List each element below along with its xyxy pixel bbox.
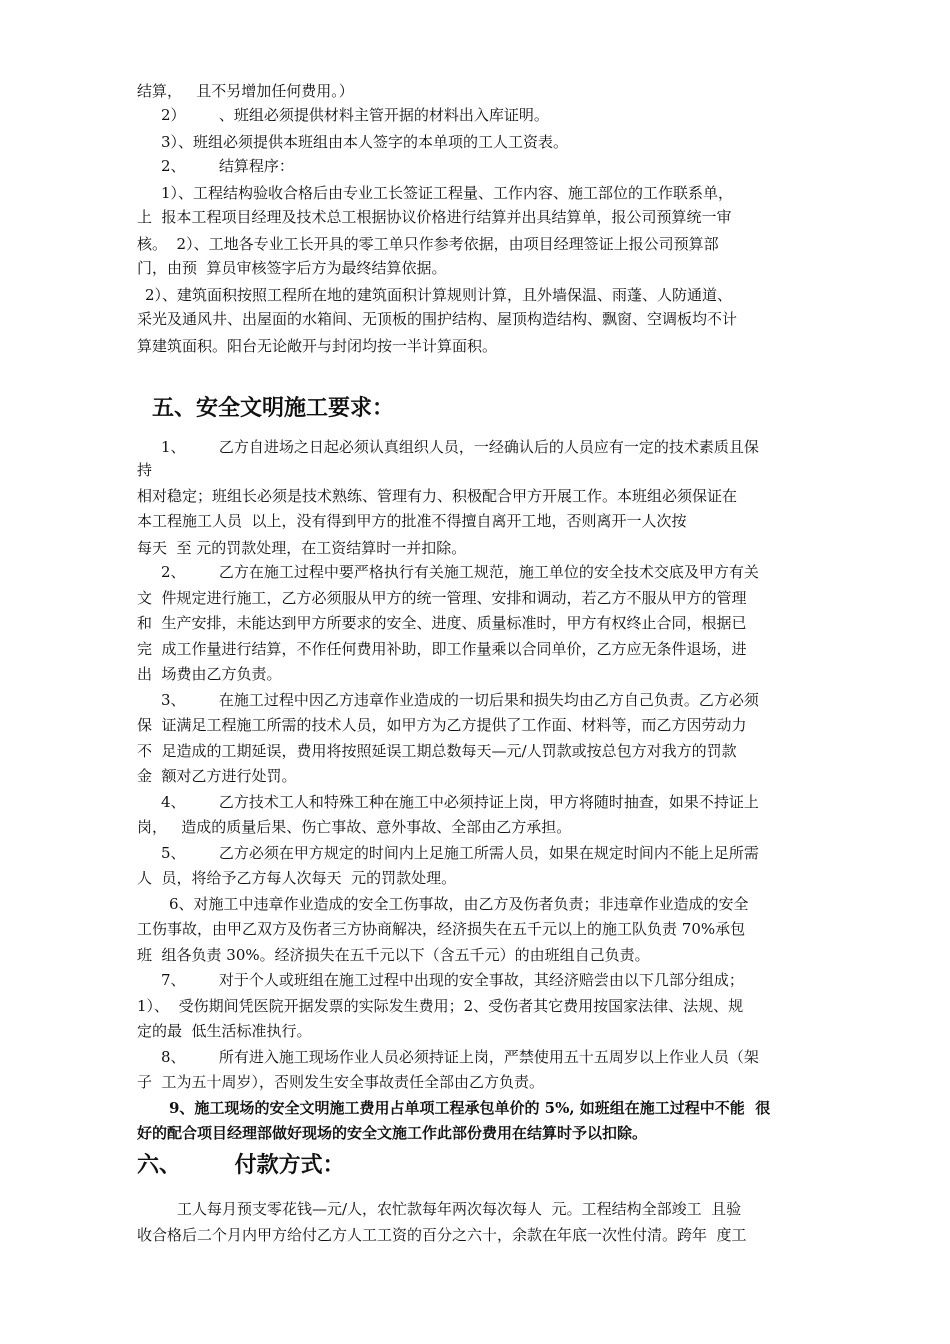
text-line: 持: [137, 461, 153, 479]
text-line: 结算， 且不另增加任何费用。）: [137, 82, 354, 100]
text-line: 完 成工作量进行结算，不作任何费用补助，即工作量乘以合同单价，乙方应无条件退场，进: [137, 640, 747, 658]
section-heading: 五、安全文明施工要求：: [152, 395, 395, 421]
text-line: 和 生产安排，未能达到甲方所要求的安全、进度、质量标准时，甲方有权终止合同，根据已: [137, 614, 747, 632]
text-line: 岗， 造成的质量后果、伤亡事故、意外事故、全部由乙方承担。: [137, 818, 572, 836]
text-line: 工人每月预支零花钱—元/人，农忙款每年两次每次每人 元。工程结构全部竣工 且验: [177, 1200, 742, 1218]
text-line: 定的最 低生活标准执行。: [137, 1022, 312, 1040]
text-line: 工伤事故，由甲乙双方及伤者三方协商解决，经济损失在五千元以上的施工队负责 70%承包: [137, 920, 746, 938]
text-line: 文 件规定进行施工，乙方必须服从甲方的统一管理、安排和调动，若乙方不服从甲方的管理: [137, 589, 747, 607]
text-line: 2、 乙方在施工过程中要严格执行有关施工规范，施工单位的安全技术交底及甲方有关: [161, 563, 759, 581]
text-line: 2） 、班组必须提供材料主管开据的材料出入库证明。: [161, 106, 549, 124]
bold-text-line: 好的配合项目经理部做好现场的安全文施工作此部份费用在结算时予以扣除。: [137, 1124, 648, 1142]
text-line: 算建筑面积。阳台无论敞开与封闭均按一半计算面积。: [137, 337, 498, 355]
text-line: 本工程施工人员 以上，没有得到甲方的批准不得擅自离开工地，否则离开一人次按: [137, 512, 687, 530]
text-line: 核。 2）、工地各专业工长开具的零工单只作参考依据，由项目经理签证上报公司预算部: [137, 235, 719, 253]
text-line: 上 报本工程项目经理及技术总工根据协议价格进行结算并出具结算单，报公司预算统一审: [137, 208, 732, 226]
text-line: 8、 所有进入施工现场作业人员必须持证上岗，严禁使用五十五周岁以上作业人员（架: [161, 1048, 759, 1066]
text-line: 1）、工程结构验收合格后由专业工长签证工程量、工作内容、施工部位的工作联系单，: [161, 184, 734, 202]
text-line: 4、 乙方技术工人和特殊工种在施工中必须持证上岗，甲方将随时抽查，如果不持证上: [161, 793, 759, 811]
text-line: 2）、建筑面积按照工程所在地的建筑面积计算规则计算，且外墙保温、雨蓬、人防通道、: [145, 286, 733, 304]
text-line: 金 额对乙方进行处罚。: [137, 767, 297, 785]
text-line: 5、 乙方必须在甲方规定的时间内上足施工所需人员，如果在规定时间内不能上足所需: [161, 844, 759, 862]
text-line: 出 场费由乙方负责。: [137, 665, 282, 683]
text-line: 3）、班组必须提供本班组由本人签字的本单项的工人工资表。: [161, 133, 569, 151]
text-line: 7、 对于个人或班组在施工过程中出现的安全事故，其经济赔尝由以下几部分组成；: [161, 971, 744, 989]
text-line: 1）、 受伤期间凭医院开据发票的实际发生费用；2、受伤者其它费用按国家法律、法规、规: [137, 997, 744, 1015]
text-line: 班 组各负责 30%。经济损失在五千元以下（含五千元）的由班组自己负责。: [137, 946, 650, 964]
text-line: 6、对施工中违章作业造成的安全工伤事故，由乙方及伤者负责；非违章作业造成的安全: [169, 895, 749, 913]
bold-text-line: 9、施工现场的安全文明施工费用占单项工程承包单价的 5%, 如班组在施工过程中不能 很: [169, 1099, 771, 1117]
text-line: 相对稳定；班组长必须是技术熟练、管理有力、积极配合甲方开展工作。本班组必须保证在: [137, 487, 738, 505]
text-line: 每天 至 元的罚款处理，在工资结算时一并扣除。: [137, 539, 467, 557]
text-line: 收合格后二个月内甲方给付乙方人工工资的百分之六十，余款在年底一次性付清。跨年 度工: [137, 1226, 747, 1244]
section-heading: 六、 付款方式：: [137, 1152, 345, 1178]
text-line: 门，由预 算员审核签字后方为最终结算依据。: [137, 259, 447, 277]
text-line: 不 足造成的工期延误，费用将按照延误工期总数每天—元/人罚款或按总包方对我方的罚款: [137, 742, 737, 760]
text-line: 2、 结算程序：: [161, 157, 294, 175]
text-line: 子 工为五十周岁），否则发生安全事故责任全部由乙方负责。: [137, 1073, 545, 1091]
text-line: 采光及通风井、出屋面的水箱间、无顶板的围护结构、屋顶构造结构、飘窗、空调板均不计: [137, 310, 738, 328]
text-line: 1、 乙方自进场之日起必须认真组织人员，一经确认后的人员应有一定的技术素质且保: [161, 438, 759, 456]
text-line: 人 员，将给予乙方每人次每天 元的罚款处理。: [137, 869, 457, 887]
text-line: 3、 在施工过程中因乙方违章作业造成的一切后果和损失均由乙方自己负责。乙方必须: [161, 691, 759, 709]
text-line: 保 证满足工程施工所需的技术人员，如甲方为乙方提供了工作面、材料等，而乙方因劳动力: [137, 716, 747, 734]
